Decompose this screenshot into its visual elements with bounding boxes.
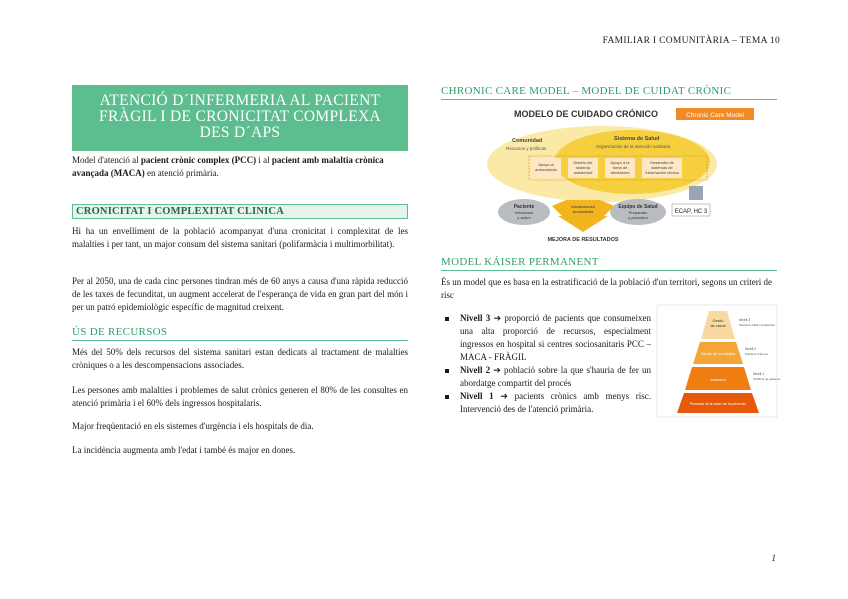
- page-header: FAMILIAR I COMUNITÀRIA – TEMA 10: [602, 36, 780, 46]
- section-heading-ccm: CHRONIC CARE MODEL – MODEL DE CUIDAT CRÒNIC: [441, 85, 777, 100]
- paragraph-recursos-4: La incidència augmenta amb l'edat i també és major en dones.: [72, 445, 296, 455]
- pyramid-text-gestio-casos-1: Gestió: [712, 319, 724, 323]
- pyramid-label-n3: Nivell 3: [739, 318, 751, 322]
- ccm-box2-l1: Diseño del: [573, 160, 593, 165]
- ccm-comunidad: Comunidad: [512, 138, 543, 144]
- ccm-box4-l3: información clínica: [645, 170, 679, 175]
- chronic-care-model-figure: [484, 104, 762, 244]
- ccm-tag: Chronic Care Model: [686, 112, 744, 119]
- arrow-right-icon: ➔: [493, 313, 502, 323]
- paragraph-2050: Per al 2050, una de cada cinc persones tindran més de 60 anys a causa d'una ràpida reducció de les taxes de fecunditat, un augment accelerat de l'esperança de vida en gran part del món i per un patró epidemiològic específic de magnitud creixent.: [72, 276, 408, 312]
- bullet-square-icon: [445, 369, 449, 373]
- ccm-interacciones-l1: Interacciones: [571, 204, 595, 209]
- page-number: 1: [771, 553, 776, 563]
- pyramid-label-n1-sub: 70-80 % de pacients: [753, 377, 781, 381]
- intro-paragraph: [72, 154, 408, 180]
- ccm-box1-l2: autocuidado: [535, 167, 557, 172]
- level-label: Nivell 3: [460, 313, 491, 323]
- intro-bold-maca: pacient amb malaltia crònica avançada (MACA): [72, 155, 384, 178]
- kaiser-levels-list: [441, 312, 651, 416]
- pyramid-text-promocio: Promoció de la salut i de la prevenció: [689, 402, 747, 406]
- title-line-2: FRÀGIL I DE CRONICITAT COMPLEXA: [99, 108, 381, 125]
- level-label: Nivell 2: [460, 365, 491, 375]
- level-description: pacients crònics amb menys risc. Intervenció des de l'atenció primària.: [460, 391, 652, 414]
- pyramid-text-autocura: Autocura: [710, 378, 726, 382]
- ccm-paciente-sub2: y activo: [517, 215, 531, 220]
- ccm-equipo-sub1: Preparado: [628, 210, 648, 215]
- section-heading-cronicitat: CRONICITAT I COMPLEXITAT CLINICA: [72, 204, 408, 219]
- ccm-box2-l3: asistencial: [573, 170, 593, 175]
- bullet-square-icon: [445, 317, 449, 321]
- arrow-right-icon: ➔: [493, 365, 501, 375]
- paragraph-envelliment: Hi ha un envelliment de la població acompanyat d'una cronicitat i complexitat de les malalties i per tant, un major consum del sistema sanitari (polifarmàcia i multimorbilitat).: [72, 226, 408, 249]
- ccm-organizacion: Organización de la atención sanitaria: [596, 144, 671, 149]
- ccm-box1-l1: Apoyo al: [538, 162, 554, 167]
- ccm-equipo-sub2: y proactivo: [628, 215, 648, 220]
- level-description: població sobre la que s'hauria de fer un abordatge compartit del procés: [460, 365, 651, 388]
- pyramid-label-n3-sub: Pacients d'alta complexitat: [739, 323, 775, 327]
- arrow-right-icon: ➔: [500, 391, 508, 401]
- paragraph-recursos-2: Les persones amb malalties i problemes de salut crònics generen el 80% de les consultes en atenció primària i el 60% dels ingressos hospitalaris.: [72, 385, 408, 408]
- pyramid-label-n2-sub: Pacients d'alt risc: [745, 352, 769, 356]
- intro-text: i al: [256, 155, 272, 165]
- paragraph-recursos-1: Més del 50% dels recursos del sistema sanitari estan dedicats al tractament de malalties cròniques o a les descompensacions associades.: [72, 347, 408, 370]
- ccm-equipo: Equipo de Salud: [618, 204, 658, 210]
- paragraph-recursos-3: Major freqüentació en els sistemes d'urgència i els hospitals de dia.: [72, 421, 314, 431]
- pyramid-label-n1: Nivell 1: [753, 372, 765, 376]
- ccm-box3-l3: decisiones: [610, 170, 630, 175]
- level-description: proporció de pacients que consumeixen una alta proporció de recursos, especialment ingressos en hospital si centres sociosanitaris PCC – MACA - FRÀGIL: [460, 313, 652, 362]
- kaiser-pyramid-figure: [657, 305, 781, 417]
- ccm-paciente: Paciente: [513, 204, 535, 210]
- title-line-1: ATENCIÓ D´INFERMERIA AL PACIENT: [99, 92, 381, 109]
- bullet-square-icon: [445, 395, 449, 399]
- level-label: Nivell 1: [460, 391, 494, 401]
- intro-text: Model d'atenció al: [72, 155, 141, 165]
- ccm-resultados: MEJORA DE RESULTADOS: [547, 237, 619, 243]
- section-heading-kaiser: MODEL KÁISER PERMANENT: [441, 256, 777, 271]
- pyramid-label-n2: Nivell 2: [745, 347, 757, 351]
- section-heading-recursos: ÚS DE RECURSOS: [72, 326, 408, 341]
- ccm-box2-l2: sistema: [576, 165, 590, 170]
- ccm-box4-l1: Desarrollo de: [650, 160, 674, 165]
- ccm-sistema: Sistema de Salud: [614, 136, 660, 142]
- pyramid-text-gestio-casos-2: de casos: [710, 324, 726, 328]
- list-item: [441, 364, 651, 390]
- ccm-box4-l2: sistemas de: [651, 165, 673, 170]
- pyramid-text-gestio-malaltia: Gestió de la malaltia: [700, 352, 736, 356]
- kaiser-intro: És un model que es basa en la estratificació de la població d'un territori, segons un criteri de risc: [441, 277, 773, 300]
- document-title: [72, 85, 408, 151]
- ccm-heading: MODELO DE CUIDADO CRÓNICO: [514, 109, 658, 119]
- ccm-paciente-sub1: Informado: [514, 210, 534, 215]
- ccm-interacciones-l2: productivas: [572, 209, 594, 214]
- ccm-recursos: Recursos y políticas: [506, 146, 547, 151]
- ccm-box3-l2: toma de: [612, 165, 628, 170]
- ccm-box3-l1: Apoyo a la: [610, 160, 630, 165]
- title-line-3: DES D´APS: [199, 124, 281, 141]
- intro-text: en atenció primària.: [144, 168, 219, 178]
- list-item: [441, 390, 651, 416]
- list-item: [441, 312, 651, 364]
- ccm-ecap-label: ECAP, HC 3: [674, 209, 708, 215]
- intro-bold-pcc: pacient crònic complex (PCC): [140, 155, 257, 165]
